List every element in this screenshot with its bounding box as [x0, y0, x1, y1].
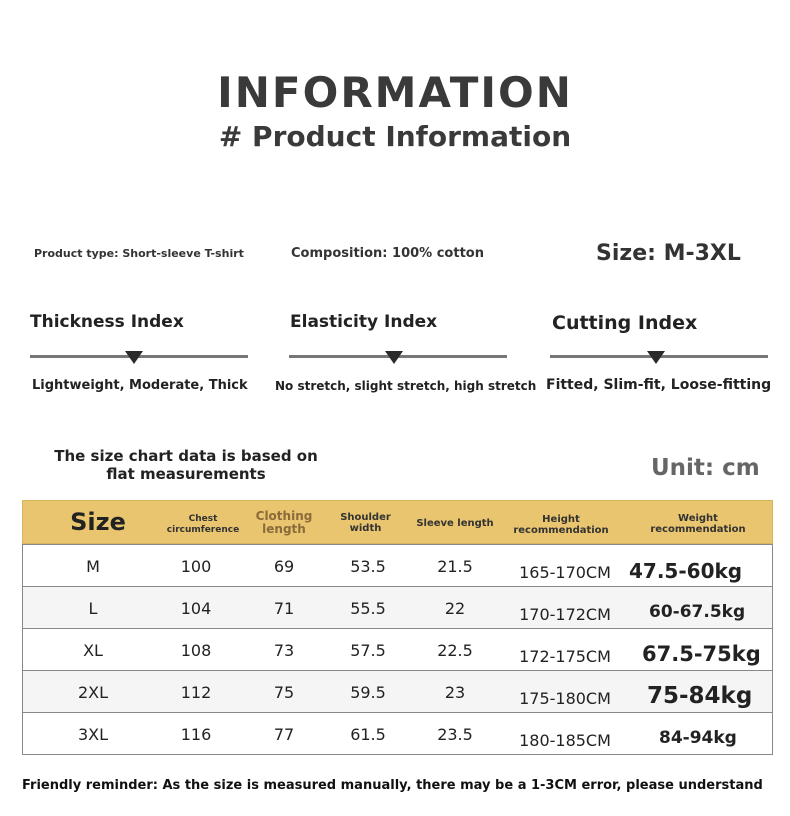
cell-chest: 112 — [180, 683, 212, 702]
page-title: INFORMATION — [217, 68, 573, 117]
cell-weight: 60-67.5kg — [649, 602, 746, 622]
cell-shoulder: 53.5 — [350, 557, 386, 576]
header-shoulder: Shoulder width — [340, 512, 391, 534]
unit-label: Unit: cm — [651, 455, 760, 481]
thickness-options: Lightweight, Moderate, Thick — [32, 378, 248, 393]
cell-chest: 104 — [180, 599, 212, 618]
cell-length: 77 — [273, 725, 295, 744]
cell-size: 2XL — [77, 683, 109, 702]
cell-sleeve: 23.5 — [437, 725, 473, 744]
header-chest: Chest circumference — [166, 514, 240, 535]
thickness-index-title: Thickness Index — [30, 312, 184, 332]
cell-weight: 84-94kg — [659, 728, 737, 748]
cell-sleeve: 22.5 — [437, 641, 473, 660]
cell-shoulder: 61.5 — [350, 725, 386, 744]
product-type: Product type: Short-sleeve T-shirt — [34, 247, 244, 260]
cell-chest: 100 — [180, 557, 212, 576]
elasticity-index-title: Elasticity Index — [290, 312, 438, 332]
header-size: Size — [70, 508, 126, 536]
table-row — [22, 587, 773, 629]
cell-length: 69 — [273, 557, 295, 576]
header-sleeve: Sleeve length — [416, 518, 494, 529]
cell-size: XL — [83, 641, 103, 660]
cell-length: 73 — [273, 641, 295, 660]
cell-shoulder: 59.5 — [350, 683, 386, 702]
cell-size: L — [88, 599, 98, 618]
composition: Composition: 100% cotton — [291, 246, 484, 261]
cell-length: 75 — [273, 683, 295, 702]
table-row — [22, 713, 773, 755]
elasticity-options: No stretch, slight stretch, high stretch — [275, 379, 537, 393]
cell-height: 165-170CM — [519, 563, 611, 582]
cell-weight: 67.5-75kg — [642, 642, 761, 666]
cell-height: 172-175CM — [519, 647, 611, 666]
cell-sleeve: 21.5 — [437, 557, 473, 576]
size-range: Size: M-3XL — [596, 241, 741, 266]
cell-chest: 116 — [180, 725, 212, 744]
cell-height: 180-185CM — [519, 731, 611, 750]
cutting-index-title: Cutting Index — [552, 312, 698, 334]
size-chart-table — [22, 500, 773, 755]
cell-shoulder: 55.5 — [350, 599, 386, 618]
measurement-note: The size chart data is based on flat measurements — [54, 447, 318, 483]
table-header — [22, 500, 773, 544]
cell-shoulder: 57.5 — [350, 641, 386, 660]
thickness-marker-icon — [125, 351, 143, 364]
cell-sleeve: 22 — [444, 599, 466, 618]
page-subtitle: # Product Information — [218, 120, 572, 153]
cell-sleeve: 23 — [444, 683, 466, 702]
header-height: Height recommendation — [513, 514, 609, 536]
cell-chest: 108 — [180, 641, 212, 660]
cell-length: 71 — [273, 599, 295, 618]
cell-height: 170-172CM — [519, 605, 611, 624]
cell-height: 175-180CM — [519, 689, 611, 708]
cutting-marker-icon — [647, 351, 665, 364]
cell-size: 3XL — [77, 725, 109, 744]
elasticity-marker-icon — [385, 351, 403, 364]
cutting-options: Fitted, Slim-fit, Loose-fitting — [546, 377, 772, 393]
header-length: Clothing length — [255, 509, 313, 536]
header-weight: Weight recommendation — [650, 513, 746, 535]
table-row — [22, 544, 773, 587]
table-row — [22, 671, 773, 713]
cell-weight: 47.5-60kg — [629, 559, 743, 583]
friendly-reminder: Friendly reminder: As the size is measured manually, there may be a 1-3CM error, please understand — [22, 778, 763, 793]
cell-weight: 75-84kg — [647, 683, 753, 709]
table-row — [22, 629, 773, 671]
cell-size: M — [86, 557, 100, 576]
